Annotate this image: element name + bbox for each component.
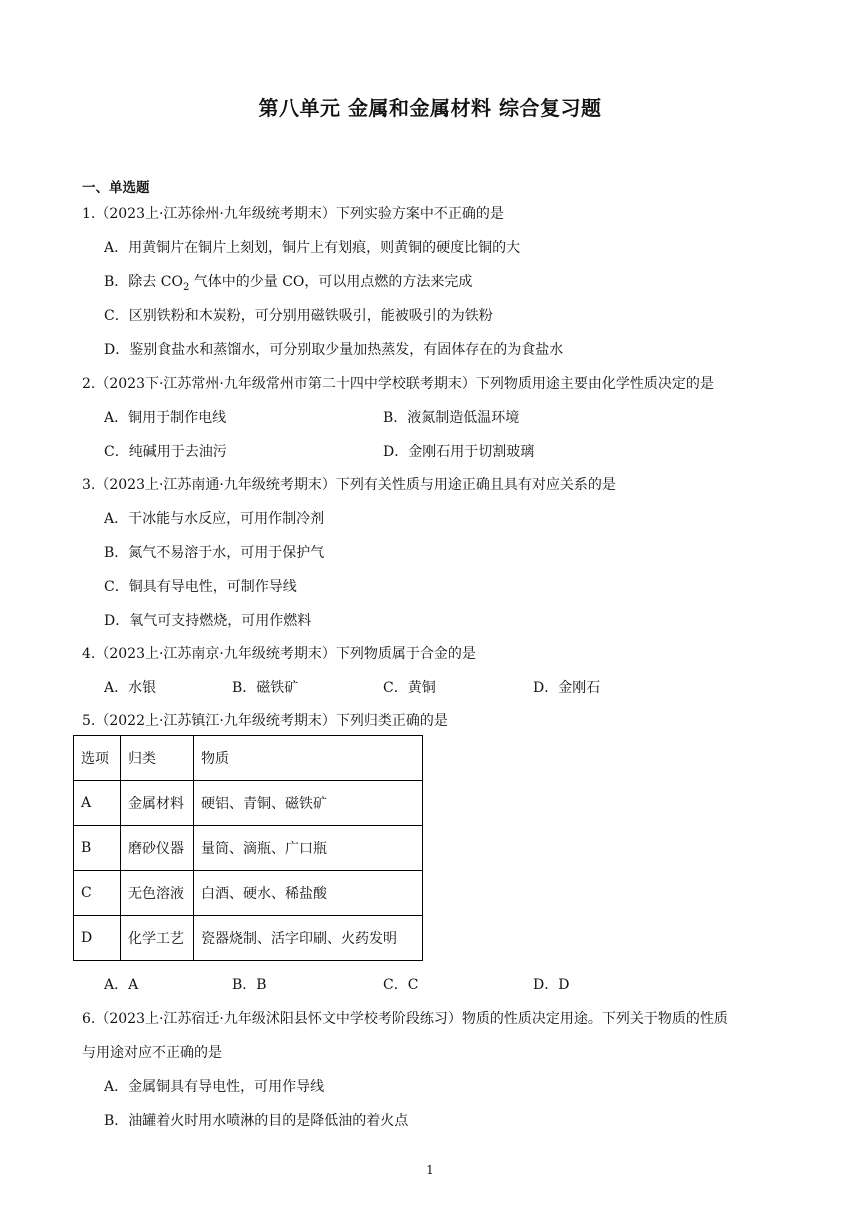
table-header-cell: 选项: [74, 736, 121, 781]
question-1-option-c: C．区别铁粉和木炭粉，可分别用磁铁吸引，能被吸引的为铁粉: [104, 308, 493, 324]
table-cell: 量筒、滴瓶、广口瓶: [194, 826, 423, 871]
question-1-option-b: [104, 271, 472, 293]
question-1-option-a: A．用黄铜片在铜片上刻划，铜片上有划痕，则黄铜的硬度比铜的大: [104, 240, 521, 256]
table-cell: 瓷器烧制、活字印刷、火药发明: [194, 916, 423, 961]
question-1-stem: 1.（2023上·江苏徐州·九年级统考期末）下列实验方案中不正确的是: [82, 206, 504, 222]
question-2-option-d: D．金刚石用于切割玻璃: [383, 444, 535, 460]
question-2-option-b: B．液氮制造低温环境: [383, 410, 520, 426]
question-4-option-c: C．黄铜: [383, 680, 436, 696]
section-heading: 一、单选题: [82, 180, 150, 196]
question-2-option-a: A．铜用于制作电线: [104, 410, 227, 426]
table-cell: D: [74, 916, 121, 961]
classification-table: [73, 735, 423, 961]
question-4-stem: 4.（2023上·江苏南京·九年级统考期末）下列物质属于合金的是: [82, 646, 476, 662]
table-cell: 化学工艺: [121, 916, 194, 961]
table-cell: C: [74, 871, 121, 916]
question-5-option-d: D．D: [533, 977, 570, 993]
question-1-option-d: D．鉴别食盐水和蒸馏水，可分别取少量加热蒸发，有固体存在的为食盐水: [104, 342, 564, 358]
question-5-stem: 5.（2022上·江苏镇江·九年级统考期末）下列归类正确的是: [82, 713, 448, 729]
question-3-option-c: C．铜具有导电性，可制作导线: [104, 579, 297, 595]
option-b-text-2: 气体中的少量 CO，可以用点燃的方法来完成: [189, 274, 473, 290]
question-6-option-a: A．金属铜具有导电性，可用作导线: [104, 1079, 325, 1095]
table-cell: B: [74, 826, 121, 871]
question-3-option-d: D．氧气可支持燃烧，可用作燃料: [104, 613, 312, 629]
question-5-option-c: C．C: [383, 977, 419, 993]
question-2-option-c: C．纯碱用于去油污: [104, 444, 227, 460]
question-3-option-a: A．干冰能与水反应，可用作制冷剂: [104, 511, 325, 527]
question-4-option-b: B．磁铁矿: [232, 680, 299, 696]
question-4-option-a: A．水银: [104, 680, 157, 696]
question-6-option-b: B．油罐着火时用水喷淋的目的是降低油的着火点: [104, 1113, 409, 1129]
option-b-text-1: B．除去 CO: [104, 274, 183, 290]
table-cell: 磨砂仪器: [121, 826, 194, 871]
subscript-2: 2: [182, 281, 190, 293]
question-3-stem: 3.（2023上·江苏南通·九年级统考期末）下列有关性质与用途正确且具有对应关系的是: [82, 477, 616, 493]
page-title: 第八单元 金属和金属材料 综合复习题: [258, 96, 602, 120]
table-cell: 白酒、硬水、稀盐酸: [194, 871, 423, 916]
table-row: [74, 781, 423, 826]
table-cell: 硬铝、青铜、磁铁矿: [194, 781, 423, 826]
table-row: [74, 871, 423, 916]
question-5-option-b: B．B: [232, 977, 267, 993]
table-cell: 无色溶液: [121, 871, 194, 916]
table-row: [74, 916, 423, 961]
question-3-option-b: B．氮气不易溶于水，可用于保护气: [104, 545, 325, 561]
question-6-stem-line-2: 与用途对应不正确的是: [82, 1045, 222, 1061]
question-2-stem: 2.（2023下·江苏常州·九年级常州市第二十四中学校联考期末）下列物质用途主要由化学性质决定的是: [82, 376, 714, 392]
question-6-stem-line-1: 6.（2023上·江苏宿迁·九年级沭阳县怀文中学校考阶段练习）物质的性质决定用途。下列关于物质的性质: [82, 1011, 728, 1027]
table-header-row: [74, 736, 423, 781]
question-4-option-d: D．金刚石: [533, 680, 601, 696]
table-header-cell: 归类: [121, 736, 194, 781]
table-cell: 金属材料: [121, 781, 194, 826]
table-cell: A: [74, 781, 121, 826]
page-number: 1: [426, 1163, 434, 1177]
table-row: [74, 826, 423, 871]
question-5-option-a: A．A: [104, 977, 139, 993]
table-header-cell: 物质: [194, 736, 423, 781]
